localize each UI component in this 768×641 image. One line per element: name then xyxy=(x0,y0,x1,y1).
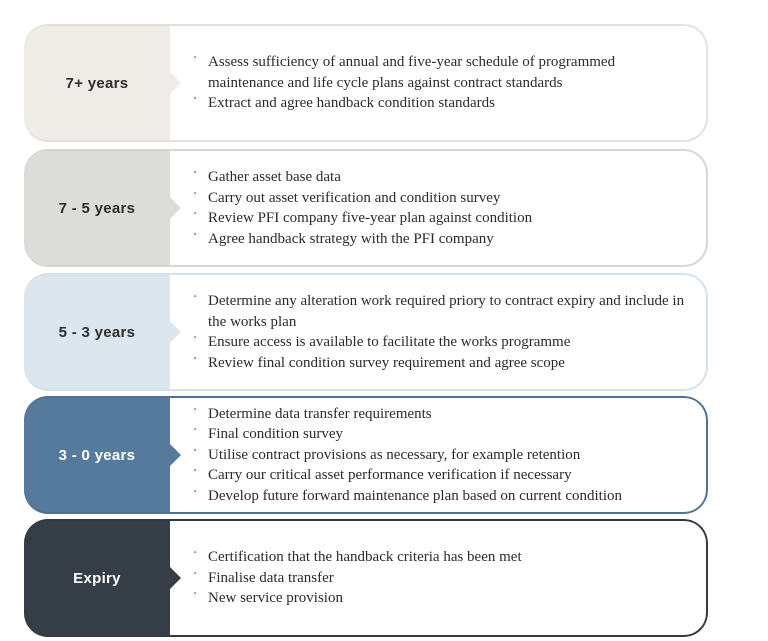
bullet-dot-icon: · xyxy=(193,331,198,346)
task-text: New service provision xyxy=(208,590,343,607)
task-text: Determine data transfer requirements xyxy=(208,405,432,422)
task-item xyxy=(192,353,694,374)
task-item xyxy=(192,445,694,466)
bullet-dot-icon: · xyxy=(193,587,198,603)
period-label: 5 - 3 years xyxy=(24,273,170,391)
bullet-dot-icon: · xyxy=(193,351,198,367)
task-text: Review PFI company five-year plan against condition xyxy=(208,210,533,226)
task-item xyxy=(192,568,694,589)
row-card xyxy=(24,149,708,267)
task-list xyxy=(192,273,694,391)
bullet-dot-icon: · xyxy=(193,566,198,582)
period-label: Expiry xyxy=(24,519,170,637)
bullet-dot-icon: · xyxy=(193,423,198,439)
task-text: Gather asset base data xyxy=(208,169,341,185)
row-card xyxy=(24,273,708,391)
task-item xyxy=(192,465,694,486)
task-text: Carry our critical asset performance verification if necessary xyxy=(208,467,572,484)
timeline-row xyxy=(24,149,708,267)
bullet-dot-icon: · xyxy=(193,443,198,459)
task-text: Extract and agree handback condition standards xyxy=(208,95,495,112)
task-item xyxy=(192,167,694,188)
task-text: Review final condition survey requirement and agree scope xyxy=(208,354,565,371)
timeline-row xyxy=(24,396,708,514)
period-label: 7 - 5 years xyxy=(24,149,170,267)
bullet-dot-icon: · xyxy=(193,186,198,202)
bullet-dot-icon: · xyxy=(193,166,198,181)
arrow-right-icon xyxy=(170,567,181,589)
period-label: 7+ years xyxy=(24,24,170,142)
row-card xyxy=(24,396,708,514)
task-text: Final condition survey xyxy=(208,426,343,443)
task-text: Develop future forward maintenance plan based on current condition xyxy=(208,487,623,504)
task-text: Carry out asset verification and condition survey xyxy=(208,189,501,206)
bullet-dot-icon: · xyxy=(193,546,198,562)
task-item xyxy=(192,404,694,425)
task-text: Utilise contract provisions as necessary, for example retention xyxy=(208,446,581,463)
row-card xyxy=(24,519,708,637)
task-text: Determine any alteration work required priory to contract expiry and include in the works plan xyxy=(208,293,685,330)
task-item xyxy=(192,291,694,332)
task-text: Finalise data transfer xyxy=(208,569,334,586)
task-text: Certification that the handback criteria has been met xyxy=(208,549,522,566)
task-list xyxy=(192,396,694,514)
period-label: 3 - 0 years xyxy=(24,396,170,514)
bullet-dot-icon: · xyxy=(193,464,198,480)
task-item xyxy=(192,486,694,507)
bullet-dot-icon: · xyxy=(193,484,198,500)
bullet-dot-icon: · xyxy=(193,92,198,108)
row-card xyxy=(24,24,708,142)
task-item xyxy=(192,229,694,250)
bullet-dot-icon: · xyxy=(193,51,198,67)
bullet-dot-icon: · xyxy=(193,207,198,222)
bullet-dot-icon: · xyxy=(193,227,198,243)
bullet-dot-icon: · xyxy=(193,290,198,305)
task-item xyxy=(192,424,694,445)
arrow-right-icon xyxy=(170,444,181,466)
task-item xyxy=(192,52,694,93)
task-text: Agree handback strategy with the PFI company xyxy=(208,230,494,247)
timeline-row xyxy=(24,273,708,391)
task-item xyxy=(192,208,694,229)
timeline-row xyxy=(24,24,708,142)
task-list xyxy=(192,149,694,267)
task-list xyxy=(192,519,694,637)
task-item xyxy=(192,588,694,609)
timeline-row xyxy=(24,519,708,637)
task-item xyxy=(192,332,694,353)
task-list xyxy=(192,24,694,142)
task-text: Ensure access is available to facilitate the works programme xyxy=(208,334,571,350)
arrow-right-icon xyxy=(170,72,181,94)
task-item xyxy=(192,188,694,209)
arrow-right-icon xyxy=(170,321,181,343)
arrow-right-icon xyxy=(170,197,181,219)
task-text: Assess sufficiency of annual and five-year schedule of programmed maintenance and life cycle plans against contract standards xyxy=(208,54,616,91)
task-item xyxy=(192,93,694,114)
bullet-dot-icon: · xyxy=(193,402,198,418)
task-item xyxy=(192,547,694,568)
